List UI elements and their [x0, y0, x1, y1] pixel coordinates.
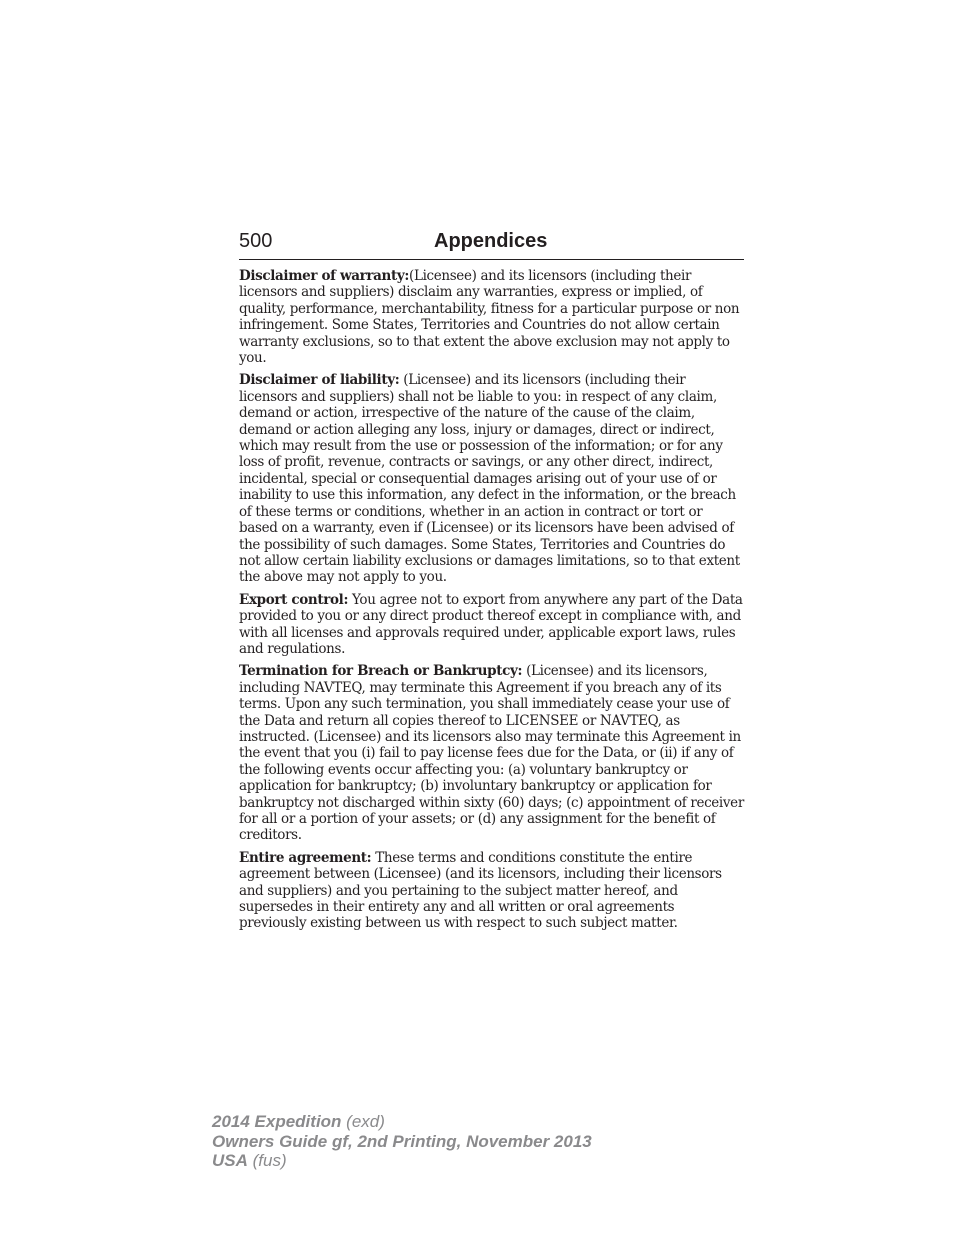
- page-content: [239, 268, 744, 938]
- paragraph-disclaimer-of-liability: [239, 372, 744, 585]
- paragraph-body: (Licensee) and its licensors (including their licensors and suppliers) disclaim any warranties, express or implied, of quality, performance, merchantability, fitness for a particular purpose or non infringement. Some States, Territories and Countries do not allow certain warranty exclusions, so to that extent the above exclusion may not apply to you.: [239, 268, 740, 367]
- paragraph-termination: [239, 663, 744, 843]
- page-header: [239, 229, 744, 260]
- paragraph-heading: Disclaimer of liability:: [239, 372, 400, 389]
- footer-guide: Owners Guide gf, 2nd Printing, November 2013: [212, 1131, 592, 1151]
- footer-market-code: (fus): [247, 1151, 287, 1170]
- footer-market: USA: [212, 1151, 248, 1170]
- paragraph-entire-agreement: [239, 850, 744, 932]
- footer-model-code: (exd): [341, 1112, 385, 1131]
- page-footer: [212, 1112, 592, 1171]
- paragraph-body: (Licensee) and its licensors (including their licensors and suppliers) shall not be liable to you: in respect of any claim, demand or action, irrespective of the nature of the cause of the claim, demand or action alleging any loss, injury or damages, direct or indirect, which may result from the use or possession of the information; or for any loss of profit, revenue, contracts or savings, or any other direct, indirect, incidental, special or consequential damages arising out of your use of or inability to use this information, any defect in the information, or the breach of these terms or conditions, whether in an action in contract or tort or based on a warranty, even if (Licensee) or its licensors have been advised of the possibility of such damages. Some States, Territories and Countries do not allow certain liability exclusions or damages limitations, so to that extent the above may not apply to you.: [239, 372, 740, 586]
- footer-market-line: [212, 1151, 592, 1171]
- paragraph-heading: Termination for Breach or Bankruptcy:: [239, 663, 523, 680]
- paragraph-heading: Export control:: [239, 591, 349, 608]
- paragraph-body: These terms and conditions constitute the entire agreement between (Licensee) (and its licensors, including their licensors and suppliers) and you pertaining to the subject matter hereof, and supersedes in their entirety any and all written or oral agreements previously existing between us with respect to such subject matter.: [239, 849, 722, 932]
- paragraph-body: (Licensee) and its licensors, including NAVTEQ, may terminate this Agreement if you breach any of its terms. Upon any such termination, you shall immediately cease your use of the Data and return all copies thereof to LICENSEE or NAVTEQ, as instructed. (Licensee) and its licensors also may terminate this Agreement in the event that you (i) fail to pay license fees due for the Data, or (ii) if any of the following events occur affecting you: (a) voluntary bankruptcy or application for bankruptcy; (b) involuntary bankruptcy or application for bankruptcy not discharged within sixty (60) days; (c) appointment of receiver for all or a portion of your assets; or (d) any assignment for the benefit of creditors.: [239, 663, 744, 844]
- page-number: 500: [239, 230, 273, 252]
- paragraph-disclaimer-of-warranty: [239, 268, 744, 366]
- paragraph-body: You agree not to export from anywhere any part of the Data provided to you or any direct product thereof except in compliance with, and with all licenses and approvals required under, applicable export laws, rules and regulations.: [239, 591, 743, 657]
- paragraph-heading: Disclaimer of warranty:: [239, 268, 410, 284]
- paragraph-heading: Entire agreement:: [239, 849, 372, 866]
- footer-model: 2014 Expedition: [212, 1112, 342, 1131]
- section-title: Appendices: [434, 230, 548, 252]
- footer-model-line: [212, 1112, 592, 1132]
- paragraph-export-control: [239, 592, 744, 658]
- footer-guide-line: [212, 1132, 592, 1152]
